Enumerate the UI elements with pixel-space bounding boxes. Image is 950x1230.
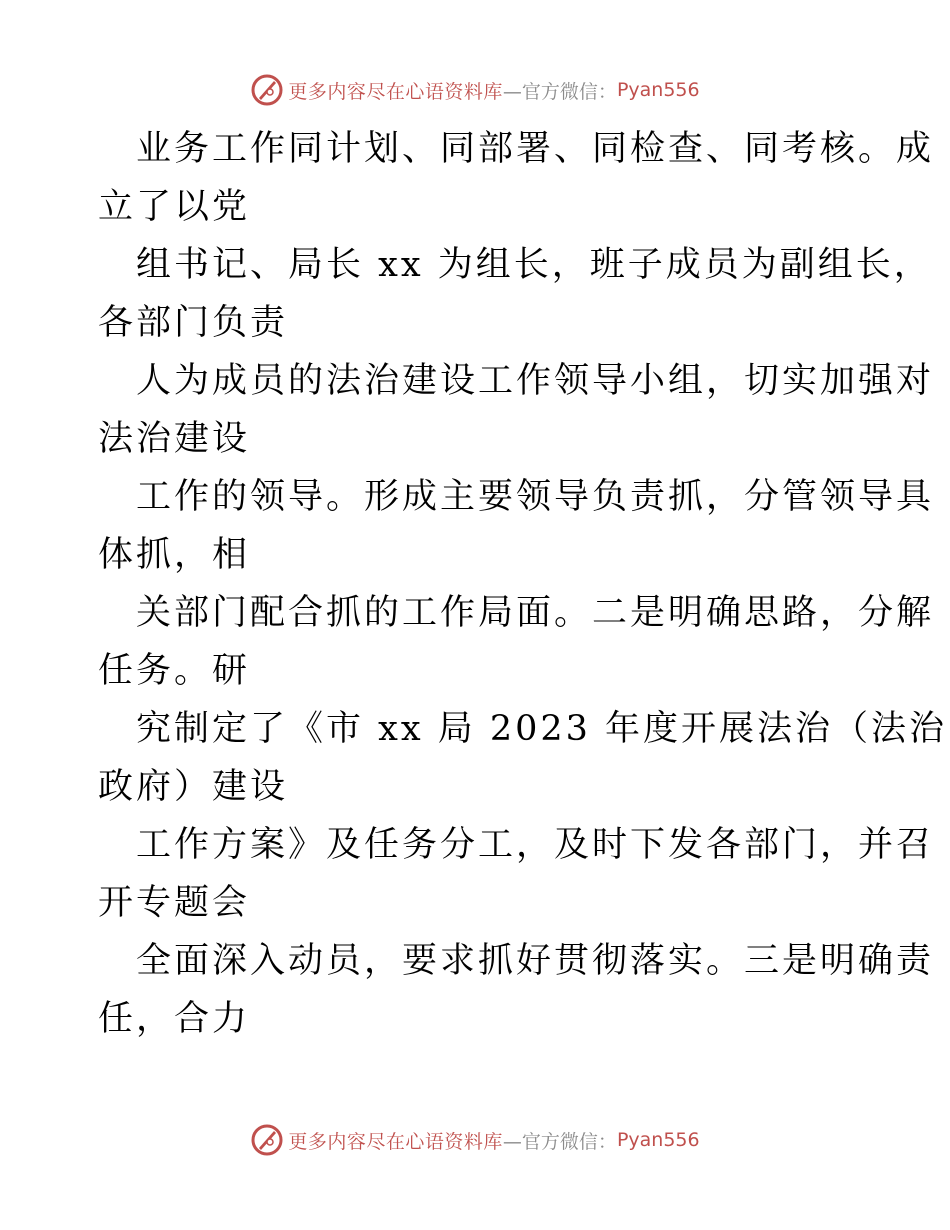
line: 任务。研	[98, 651, 251, 691]
document-body	[98, 120, 948, 1048]
paragraph	[98, 816, 935, 932]
line: 业务工作同计划、同部署、同检查、同考核。成	[136, 129, 935, 169]
line: 究制定了《市 xx 局 2023 年度开展法治（法治	[136, 709, 948, 749]
line: 各部门负责	[98, 303, 289, 343]
banner-wechat-handle: Pyan556	[616, 79, 700, 101]
banner-wechat-handle: Pyan556	[616, 1129, 700, 1151]
line: 组书记、局长 xx 为组长，班子成员为副组长，	[136, 245, 932, 285]
quill-seal-icon	[250, 1123, 284, 1157]
paragraph	[98, 932, 935, 1048]
paragraph	[98, 120, 935, 236]
line: 人为成员的法治建设工作领导小组，切实加强对	[136, 361, 935, 401]
banner-title: 更多内容尽在心语资料库	[288, 1130, 503, 1153]
line: 政府）建设	[98, 767, 289, 807]
paragraph	[98, 468, 935, 584]
line: 关部门配合抓的工作局面。二是明确思路，分解	[136, 593, 935, 633]
paragraph	[98, 584, 935, 700]
footer-banner	[0, 1120, 950, 1160]
quill-seal-icon	[250, 73, 284, 107]
paragraph	[98, 352, 935, 468]
line: 法治建设	[98, 419, 251, 459]
line: 全面深入动员，要求抓好贯彻落实。三是明确责	[136, 941, 935, 981]
line: 体抓，相	[98, 535, 251, 575]
paragraph	[98, 236, 932, 352]
line: 任，合力	[98, 999, 251, 1039]
paragraph	[98, 700, 948, 816]
line: 工作方案》及任务分工，及时下发各部门，并召	[136, 825, 935, 865]
line: 开专题会	[98, 883, 251, 923]
line: 工作的领导。形成主要领导负责抓，分管领导具	[136, 477, 935, 517]
header-banner	[0, 70, 950, 110]
line: 立了以党	[98, 187, 251, 227]
banner-separator: —官方微信：	[502, 1130, 617, 1153]
banner-title: 更多内容尽在心语资料库	[288, 80, 503, 103]
banner-separator: —官方微信：	[502, 80, 617, 103]
